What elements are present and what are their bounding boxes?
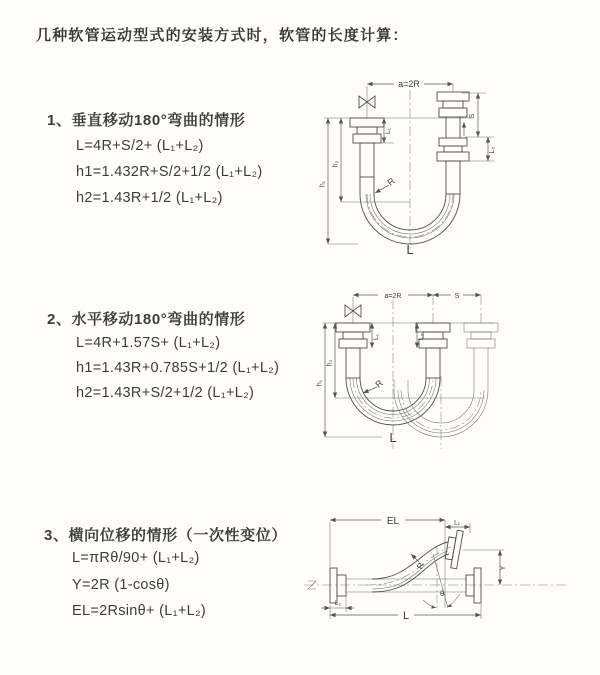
l2-label: L₂ [334, 600, 342, 607]
s-label: S [469, 113, 476, 119]
left-flange-fitting [350, 118, 384, 143]
valve-icon [345, 297, 361, 323]
dimension-l2 [321, 596, 354, 612]
l1-label: L₁ [373, 333, 380, 341]
section-2-formula-h2: h2=1.43R+S/2+1/2 (L₁+L₂) [76, 385, 255, 401]
dimension-h2 [333, 118, 411, 202]
diagram-vertical-180 [312, 72, 592, 262]
dimension-l2 [417, 323, 425, 348]
radius-leader [375, 175, 397, 193]
l1-label: L₁ [454, 519, 460, 527]
dimension-y [463, 550, 507, 585]
left-flange [330, 568, 346, 603]
section-3-formula-Y: Y=2R (1-cosθ) [72, 577, 170, 593]
length-label: L [406, 243, 414, 257]
left-braid-section [360, 143, 374, 177]
dimension-l1 [372, 323, 380, 348]
left-flange-fitting [336, 323, 370, 348]
h1-label: h₁ [316, 379, 324, 387]
length-label: L [402, 610, 410, 622]
dimension-h1 [320, 118, 359, 244]
radius-leader [363, 377, 385, 393]
l1-label: L₁ [385, 127, 392, 135]
dimension-h2 [327, 323, 485, 398]
displaced-flange-fitting [464, 323, 498, 348]
hose-u-bend-displaced [394, 348, 488, 437]
hose-s-curve [366, 542, 451, 592]
section-2-heading: 2、水平移动180°弯曲的情形 [47, 311, 246, 328]
radius-leader [411, 554, 426, 571]
section-2-formula-L: L=4R+1.57S+ (L₁+L₂) [76, 335, 221, 351]
el-label: EL [386, 516, 400, 527]
l2-label: L₂ [489, 146, 496, 154]
dimension-length [330, 604, 481, 622]
length-label: L [389, 431, 397, 445]
straight-pipe-original [346, 568, 481, 603]
section-2-formula-h1: h1=1.43R+0.785S+1/2 (L₁+L₂) [76, 360, 280, 376]
angle-theta [423, 547, 460, 609]
section-1-heading: 1、垂直移动180°弯曲的情形 [47, 112, 246, 129]
section-1-formula-L: L=4R+S/2+ (L₁+L₂) [76, 138, 204, 154]
s-label: S [454, 293, 460, 300]
section-3-formula-L: L=πRθ/90+ (L₁+L₂) [72, 550, 200, 566]
dimension-l1 [376, 118, 394, 143]
h1-label: h₁ [319, 180, 327, 188]
a2r-label: a=2R [398, 79, 420, 89]
dimension-shift-s [433, 289, 481, 323]
valve-icon [359, 86, 375, 118]
a2r-label: a=2R [384, 293, 402, 300]
dimension-a2r [367, 78, 453, 92]
h2-label: h₂ [326, 359, 334, 367]
radius-label: R [385, 175, 397, 188]
right-braid-section [446, 161, 460, 194]
diagram-horizontal-180 [312, 281, 592, 456]
section-1-formula-h2: h2=1.43R+1/2 (L₁+L₂) [76, 190, 223, 206]
theta-label: θ [440, 589, 445, 598]
middle-braid-section [426, 348, 440, 378]
radius-label: R [414, 560, 427, 571]
displaced-end-flange [444, 529, 463, 569]
dimension-a2r [353, 289, 433, 300]
h2-label: h₂ [332, 160, 340, 168]
section-3-formula-EL: EL=2Rsinθ+ (L₁+L₂) [72, 603, 207, 619]
section-1-formula-h1: h1=1.432R+S/2+1/2 (L₁+L₂) [76, 164, 263, 180]
l2-label: L₂ [418, 333, 425, 341]
section-3-heading: 3、横向位移的情形（一次性变位） [44, 527, 287, 544]
y-label: Y [500, 565, 507, 571]
diagram-lateral-displacement [296, 505, 596, 653]
page-title: 几种软管运动型式的安装方式时，软管的长度计算： [36, 27, 409, 44]
radius-label: R [373, 377, 385, 390]
left-braid-section [346, 348, 360, 378]
